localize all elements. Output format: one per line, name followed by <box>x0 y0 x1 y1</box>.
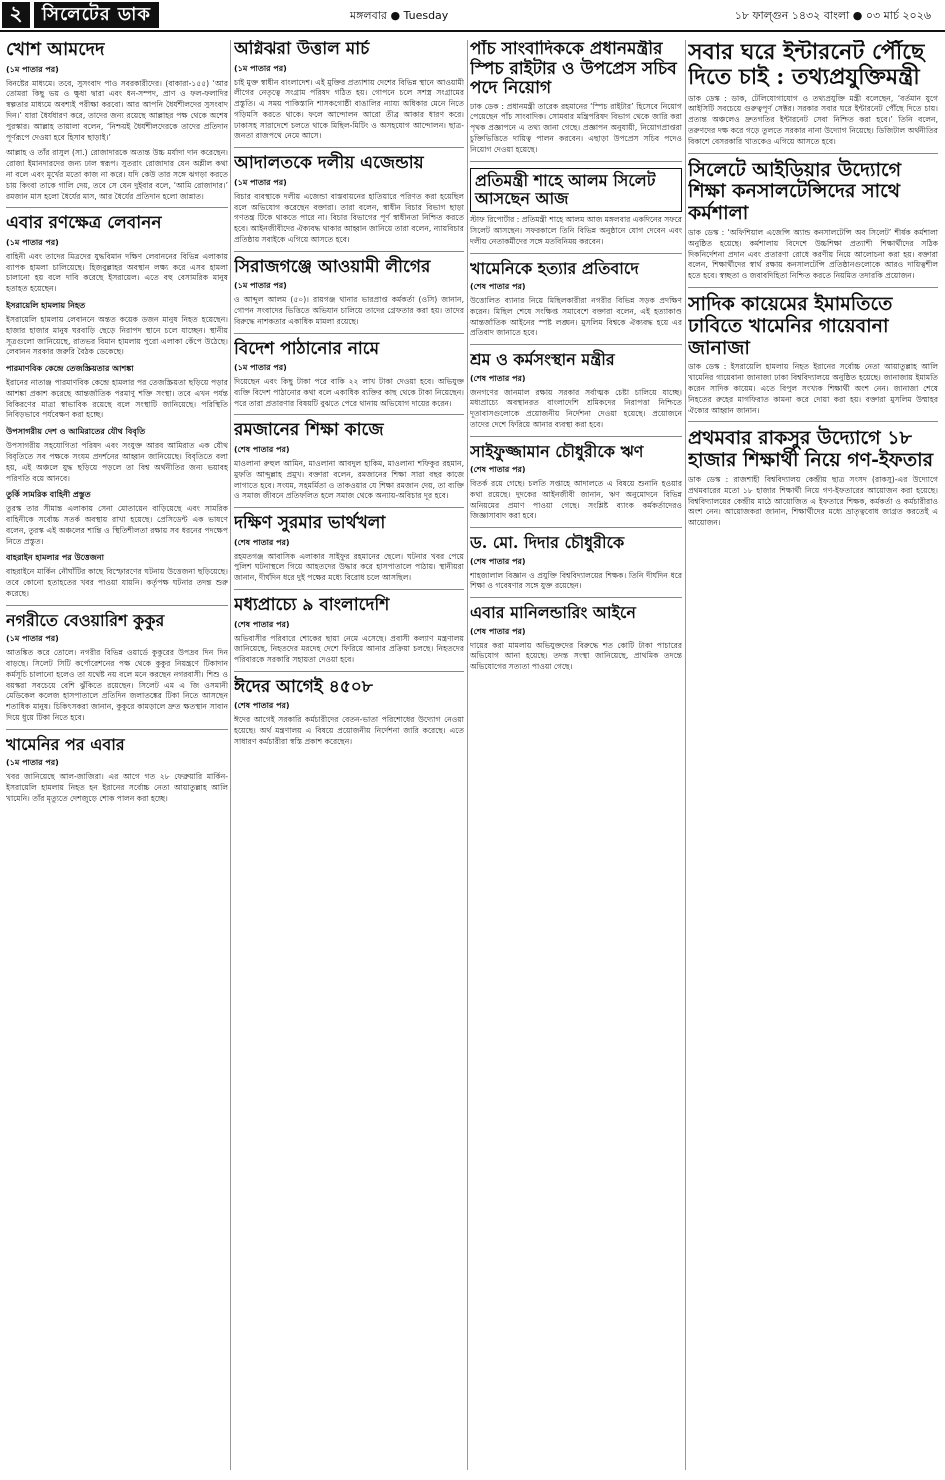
headline: নগরীতে বেওয়ারিশ কুকুর <box>6 610 165 630</box>
headline: এবার মানিলন্ডারিং আইনে <box>470 603 636 623</box>
continuation-note: (শেষ পাতার পর) <box>234 537 290 547</box>
article-body: ঈদের আগেই সরকারি কর্মচারীদের বেতন-ভাতা পরিশোধের উদ্যোগ নেওয়া হয়েছে। অর্থ মন্ত্রণালয় এ বিষয়ে প্রয়োজনীয় নির্দেশনা জারি করেছে। এতে সাধারণ কর্মচারীরা স্বস্তি প্রকাশ করেছেন। <box>234 715 464 747</box>
article-idea-workshop <box>688 160 938 282</box>
divider <box>470 436 682 437</box>
headline: সাদিক কায়েমের ইমামতিতে ঢাবিতে খামেনির গায়েবানা জানাজা <box>688 292 893 359</box>
headline: সবার ঘরে ইন্টারনেট পৌঁছে দিতে চাই : তথ্যপ্রযুক্তিমন্ত্রী <box>688 40 925 91</box>
headline: শ্রম ও কর্মসংস্থান মন্ত্রীর <box>470 350 615 370</box>
continuation-note: (১ম পাতার পর) <box>234 363 287 373</box>
article-before-eid <box>234 678 464 748</box>
column-1 <box>6 40 228 1470</box>
divider <box>470 161 682 162</box>
continuation-note: (১ম পাতার পর) <box>6 64 59 74</box>
continuation-note: (শেষ পাতার পর) <box>470 373 526 383</box>
article-middle-east <box>234 596 464 666</box>
article-body: ও আব্দুল আলম (৫০)। রায়গঞ্জ থানার ভারপ্রাপ্ত কর্মকর্তা (ওসি) জানান, গোপন সংবাদের ভিত্তিতে অভিযান চালিয়ে তাদের গ্রেফতার করা হয়। তাদের বিরুদ্ধে নাশকতার একাধিক মামলা রয়েছে। <box>234 295 464 326</box>
article-body: আল্লাহ ও তাঁর রাসুল (সা.) রোজাদারকে অত্যন্ত উচ্চ মর্যাদা দান করেছেন। রোজা ইমানদারদের জন্য ঢাল স্বরূপ। সুতরাং রোজাদার যেন অশ্লীল কথা না বলে এবং মূর্খের মতো কাজ না করে। যদি কেউ তার সঙ্গে ঝগড়া করতে চায় কিংবা তাকে গালি দেয়, তবে সে যেন দুইবার বলে, ‘আমি রোজাদার।’ রমজান মাস হলো ধৈর্যের মাস, আর ধৈর্যের প্রতিদান হলো জান্নাত। <box>6 148 228 201</box>
article-body: বাহিনী এবং তাদের মিত্রদের যুদ্ধবিমান দক্ষিণ লেবাননের বিভিন্ন এলাকায় ব্যাপক হামলা চালিয়েছে। হিজবুল্লাহর অবস্থান লক্ষ্য করে এসব হামলা চালানো হয় বলে দাবি করেছে ইসরায়েল। এতে বহু বেসামরিক মানুষ হতাহত হয়েছেন। <box>6 251 228 294</box>
article-body: উত্তোলিত ব্যানার নিয়ে মিছিলকারীরা নগরীর বিভিন্ন সড়ক প্রদক্ষিণ করেন। মিছিল শেষে সংক্ষিপ্ত সমাবেশে বক্তারা বলেন, এই হত্যাকাণ্ড আন্তর্জাতিক আইনের স্পষ্ট লঙ্ঘন। মুসলিম বিশ্বকে ঐক্যবদ্ধ হয়ে এর প্রতিবাদ জানাতে হবে। <box>470 296 682 338</box>
article-body: তুরস্ক তার সীমান্ত এলাকায় সেনা মোতায়েন বাড়িয়েছে এবং সামরিক বাহিনীকে সর্বোচ্চ সতর্ক অবস্থায় রাখা হয়েছে। প্রেসিডেন্ট এক ভাষণে বলেন, তুরস্ক এই অঞ্চলের শান্তি ও স্থিতিশীলতা রক্ষায় সব ধরনের পদক্ষেপ নিতে প্রস্তুত। <box>6 504 228 546</box>
headline: এবার রণক্ষেত্র লেবানন <box>6 213 162 234</box>
article-khosh-amded <box>6 40 228 202</box>
headline: ড. মো. দিদার চৌধুরীকে <box>470 533 625 553</box>
divider <box>234 147 464 148</box>
continuation-note: (১ম পাতার পর) <box>234 63 287 73</box>
headline: সিলেটে আইডিয়ার উদ্যোগে শিক্ষা কনসালটেন্সিদের সাথে কর্মশালা <box>688 158 902 225</box>
subheading: উপসাগরীয় দেশ ও আমিরাতের যৌথ বিবৃতি <box>6 427 146 437</box>
column-rule <box>467 40 468 1470</box>
article-money-laundering <box>470 604 682 673</box>
headline: প্রথমবার রাকসুর উদ্যোগে ১৮ হাজার শিক্ষার্থী নিয়ে গণ-ইফতার <box>688 427 934 472</box>
continuation-note: (১ম পাতার পর) <box>234 177 287 187</box>
column-2 <box>234 40 464 1470</box>
divider <box>6 605 228 606</box>
article-body: স্টাফ রিপোর্টার : প্রতিমন্ত্রী শাহে আলম আজ মঙ্গলবার একদিনের সফরে সিলেট আসছেন। সফরকালে তিনি বিভিন্ন অনুষ্ঠানে যোগ দেবেন এবং দলীয় নেতাকর্মীদের সঙ্গে মতবিনিময় করবেন। <box>470 215 682 246</box>
divider <box>688 153 938 154</box>
headline: রমজানের শিক্ষা কাজে <box>234 420 384 441</box>
divider <box>234 251 464 252</box>
divider <box>688 421 938 422</box>
article-iftar <box>688 428 938 529</box>
divider <box>470 344 682 345</box>
article-body: বিচার ব্যবস্থাকে দলীয় এজেন্ডা বাস্তবায়নের হাতিয়ারে পরিণত করা হয়েছিল বলে অভিযোগ করেছেন বক্তারা। তারা বলেন, স্বাধীন বিচার বিভাগ ছাড়া গণতন্ত্র টিকে থাকতে পারে না। বিচার বিভাগের পূর্ণ স্বাধীনতা নিশ্চিত করতে হবে। আইনজীবীদের ঐক্যবদ্ধ থাকার আহ্বান জানিয়ে তারা বলেন, ন্যায়বিচার প্রতিষ্ঠায় সবাইকে এগিয়ে আসতে হবে। <box>234 191 464 244</box>
divider <box>6 207 228 208</box>
article-body: ইসরায়েলি হামলায় লেবাননে অন্তত কয়েক ডজন মানুষ নিহত হয়েছেন। হাজার হাজার মানুষ ঘরবাড়ি ছেড়ে নিরাপদ স্থানে চলে যাচ্ছেন। স্থানীয় সূত্রগুলো জানিয়েছে, রাতভর বিমান হামলায় পুরো এলাকা কেঁপে উঠেছে। লেবানন সরকার জরুরি বৈঠক ডেকেছে। <box>6 314 228 357</box>
headline: খামেনির পর এবার <box>6 734 125 754</box>
headline: পাঁচ সাংবাদিককে প্রধানমন্ত্রীর স্পিচ রাইটার ও উপপ্রেস সচিব পদে নিয়োগ <box>470 40 677 99</box>
article-body: দিয়েছেন এবং কিছু টাকা পরে বাকি ২২ লাখ টাকা দেওয়া হবে। অভিযুক্ত ব্যক্তি বিদেশ পাঠানোর কথা বলে একাধিক ব্যক্তির কাছ থেকে টাকা নিয়েছেন। পরে তারা প্রতারণার বিষয়টি বুঝতে পেরে থানায় অভিযোগ দায়ের করেন। <box>234 377 464 408</box>
continuation-note: (১ম পাতার পর) <box>234 281 287 291</box>
article-lebanon <box>6 214 228 600</box>
divider <box>6 729 228 730</box>
headline: প্রতিমন্ত্রী শাহে আলম সিলেট আসছেন আজ <box>470 168 682 213</box>
article-body: খবর জানিয়েছে আল-জাজিরা। এর আগে গত ২৮ ফেব্রুয়ারি মার্কিন-ইসরায়েলি হামলায় নিহত হন ইরানের সর্বোচ্চ নেতা আয়াতুল্লাহ আলি খামেনি। তাঁর মৃত্যুতে দেশজুড়ে শোক পালন করা হচ্ছে। <box>6 772 228 803</box>
article-body: দায়ের করা মামলায় অভিযুক্তদের বিরুদ্ধে শত কোটি টাকা পাচারের অভিযোগ আনা হয়েছে। তদন্ত সংস্থা জানিয়েছে, প্রাথমিক তদন্তে অভিযোগের সত্যতা পাওয়া গেছে। <box>470 640 682 672</box>
divider <box>470 597 682 598</box>
issue-date: ১৮ ফাল্গুন ১৪৩২ বাংলা ● ০৩ মার্চ ২০২৬ <box>734 9 931 22</box>
headline: অগ্নিঝরা উত্তাল মার্চ <box>234 40 370 59</box>
article-body: বিতর্ক রয়ে গেছে। চলতি সপ্তাহে আদালতে এ বিষয়ে শুনানি হওয়ার কথা রয়েছে। দুদকের আইনজীবী জানান, ঋণ অনুমোদনে বিভিন্ন অনিয়মের প্রমাণ পাওয়া গেছে। সংশ্লিষ্ট ব্যাংক কর্মকর্তাদেরও জিজ্ঞাসাবাদ করা হবে। <box>470 479 682 521</box>
article-body: ডাক ডেস্ক : ইসরায়েলি হামলায় নিহত ইরানের সর্বোচ্চ নেতা আয়াতুল্লাহ আলি খামেনির গায়েবানা জানাজা ঢাকা বিশ্ববিদ্যালয়ে অনুষ্ঠিত হয়েছে। জানাজায় ইমামতি করেন সাদিক কায়েম। এতে বিপুল সংখ্যক শিক্ষার্থী অংশ নেন। জানাজা শেষে নিহতের রুহের মাগফিরাত কামনা করে দোয়া করা হয়। বক্তারা মুসলিম উম্মাহর ঐক্যের আহ্বান জানান। <box>688 362 938 415</box>
article-court <box>234 154 464 245</box>
article-internet <box>688 40 938 148</box>
page-number: ২ <box>2 2 30 28</box>
article-abroad <box>234 340 464 410</box>
article-didar <box>470 534 682 592</box>
column-3 <box>470 40 682 1470</box>
headline: সাইফুজ্জামান চৌধুরীকে ঋণ <box>470 441 644 461</box>
continuation-note: (শেষ পাতার পর) <box>470 282 526 292</box>
article-march <box>234 40 464 142</box>
continuation-note: (শেষ পাতার পর) <box>234 445 290 455</box>
headline: খামেনিকে হত্যার প্রতিবাদে <box>470 258 639 278</box>
article-body: ডাক ডেস্ক : রাজশাহী বিশ্ববিদ্যালয় কেন্দ্রীয় ছাত্র সংসদ (রাকসু)-এর উদ্যোগে প্রথমবারের মতো ১৮ হাজার শিক্ষার্থী নিয়ে গণ-ইফতারের আয়োজন করা হয়েছে। বিশ্ববিদ্যালয়ের কেন্দ্রীয় মাঠে আয়োজিত এ ইফতারে শিক্ষক, কর্মকর্তা ও কর্মচারীরাও অংশ নেন। আয়োজকরা জানান, শিক্ষার্থীদের মধ্যে ভ্রাতৃত্ববোধ জাগ্রত করতেই এ আয়োজন। <box>688 475 938 528</box>
subheading: ইসরায়েলি হামলায় নিহত <box>6 300 86 310</box>
article-body: বিনষ্টের মাধ্যমে। তবে, সুসংবাদ পাও সবরকারীদের। (বাকারা-১৫৫) ‘আর তোমরা কিছু ভয় ও ক্ষুধা দ্বারা এবং ধন-সম্পদ, প্রাণ ও ফল-ফলাদির স্বল্পতার মাধ্যমে অবশ্যই পরীক্ষা করবো। আর আপনি ধৈর্যশীলদের সুসংবাদ দিন।’ যারা ধৈর্যধারণ করে, তাদের জন্য রয়েছে আল্লাহর পক্ষ থেকে অশেষ পুরস্কার। আল্লাহ তায়ালা বলেন, ‘নিশ্চয়ই ধৈর্যশীলদেরকে তাদের প্রতিদান পূর্ণরূপে দেওয়া হবে হিসাব ছাড়াই।’ <box>6 78 228 142</box>
continuation-note: (১ম পাতার পর) <box>6 237 59 247</box>
column-rule <box>685 40 686 1470</box>
headline: আদালতকে দলীয় এজেন্ডায় <box>234 153 424 174</box>
article-body: বাহরাইনে মার্কিন নৌঘাঁটির কাছে বিস্ফোরণের ঘটনায় উত্তেজনা ছড়িয়েছে। তবে কোনো হতাহতের খবর পাওয়া যায়নি। কর্তৃপক্ষ ঘটনার তদন্ত শুরু করেছে। <box>6 567 228 599</box>
continuation-note: (শেষ পাতার পর) <box>470 626 526 636</box>
divider <box>688 287 938 288</box>
continuation-note: (শেষ পাতার পর) <box>470 465 526 475</box>
article-speech-writers <box>470 40 682 156</box>
column-rule <box>230 40 231 1470</box>
masthead <box>0 0 945 32</box>
divider <box>234 589 464 590</box>
headline: দক্ষিণ সুরমার ভার্থখলা <box>234 513 386 534</box>
article-body: ডাক ডেস্ক : ডাক, টেলিযোগাযোগ ও তথ্যপ্রযুক্তি মন্ত্রী বলেছেন, ‘বর্তমান যুগে আইসিটি সবচেয়ে গুরুত্বপূর্ণ সেক্টর। সরকার সবার ঘরে ইন্টারনেট পৌঁছে দিতে চায়। প্রত্যন্ত অঞ্চলেও দ্রুতগতির ইন্টারনেট সেবা নিশ্চিত করা হবে।’ তিনি বলেন, তরুণদের দক্ষ করে গড়ে তুলতে সরকার নানা উদ্যোগ নিয়েছে। ডিজিটাল অর্থনীতির বিকাশে বেসরকারি খাতকেও এগিয়ে আসতে হবে। <box>688 93 938 146</box>
article-south-surma <box>234 514 464 584</box>
article-janaza <box>688 294 938 416</box>
column-4 <box>688 40 938 1470</box>
subheading: তুর্কি সামরিক বাহিনী প্রস্তুত <box>6 490 91 500</box>
divider <box>234 414 464 415</box>
article-body: অভিবাসীর পরিবারে শোকের ছায়া নেমে এসেছে। প্রবাসী কল্যাণ মন্ত্রণালয় জানিয়েছে, নিহতদের মরদেহ দেশে ফিরিয়ে আনার প্রক্রিয়া চলছে। নিহতদের পরিবারকে সরকারি সহায়তা দেওয়া হবে। <box>234 633 464 665</box>
article-body: চাই মুক্ত স্বাধীন বাংলাদেশ। এই মুক্তির প্রত্যাশায় দেশের বিভিন্ন স্থানে আওয়ামী লীগের নেতৃত্বে সংগ্রাম পরিষদ গঠিত হয়। গোপনে চলে সশস্ত্র সংগ্রামের প্রস্তুতি। এ সময় পাকিস্তানি শাসকগোষ্ঠী বাঙালির ন্যায্য অধিকার মেনে নিতে গড়িমসি করতে থাকে। ফলে আন্দোলন আরো তীব্র আকার ধারণ করে। ঢাকাসহ সারাদেশে চলতে থাকে মিছিল-মিটিং ও অসহযোগ আন্দোলন। ছাত্র-জনতা রাজপথে নেমে আসে। <box>234 77 464 141</box>
divider <box>234 671 464 672</box>
divider <box>234 333 464 334</box>
headline: সিরাজগঞ্জে আওয়ামী লীগের <box>234 256 431 277</box>
article-body: আতঙ্কিত করে তোলে। নগরীর বিভিন্ন ওয়ার্ডে কুকুরের উপদ্রব দিন দিন বাড়ছে। সিলেট সিটি কর্পোরেশনের পক্ষ থেকে কুকুর নিয়ন্ত্রণে টিকাদান কর্মসূচি চালানো হলেও তা যথেষ্ট নয় বলে মনে করছেন নগরবাসী। শিশু ও বয়স্করা সবচেয়ে বেশি ঝুঁকিতে রয়েছেন। সিলেট এম এ জি ওসমানী মেডিকেল কলেজ হাসপাতালে প্রতিদিন জলাতঙ্কের টিকা নিতে আসছেন শতাধিক মানুষ। চিকিৎসকরা জানান, কুকুরে কামড়ালে দ্রুত ক্ষতস্থান সাবান দিয়ে ধুয়ে টিকা নিতে হবে। <box>6 648 228 722</box>
article-body: উপসাগরীয় সহযোগিতা পরিষদ এবং সংযুক্ত আরব আমিরাত এক যৌথ বিবৃতিতে সব পক্ষকে সংযম প্রদর্শনের আহ্বান জানিয়েছে। বিবৃতিতে বলা হয়, এই অঞ্চলে যুদ্ধ ছড়িয়ে পড়লে তা বিশ্ব অর্থনীতির জন্য ভয়াবহ পরিণতি বয়ে আনবে। <box>6 441 228 483</box>
continuation-note: (১ম পাতার পর) <box>6 758 59 768</box>
headline: ঈদের আগেই ৪৫০৮ <box>234 676 373 697</box>
divider <box>234 507 464 508</box>
article-body: ইরানের নাতাঞ্জ পারমাণবিক কেন্দ্রে হামলার পর তেজস্ক্রিয়তা ছড়িয়ে পড়ার আশঙ্কা প্রকাশ করেছে আন্তর্জাতিক পরমাণু শক্তি সংস্থা। তবে এখন পর্যন্ত বিকিরণের মাত্রা স্বাভাবিক রয়েছে বলে সংস্থাটি জানিয়েছে। পরিস্থিতি নিবিড়ভাবে পর্যবেক্ষণ করা হচ্ছে। <box>6 378 228 420</box>
article-labour-minister <box>470 351 682 431</box>
article-body: ঢাক ডেক : প্রধানমন্ত্রী তারেক রহমানের ‘স্পিচ রাইটার’ হিসেবে নিয়োগ পেয়েছেন পাঁচ সাংবাদিক। সোমবার মন্ত্রিপরিষদ বিভাগ থেকে জারি করা পৃথক প্রজ্ঞাপনে এ তথ্য জানা গেছে। প্রজ্ঞাপন অনুযায়ী, নিয়োগপ্রাপ্তরা চুক্তিভিত্তিতে দায়িত্ব পালন করবেন। এছাড়া উপপ্রেস সচিব পদেও নিয়োগ দেওয়া হয়েছে। <box>470 101 682 154</box>
article-sirajganj <box>234 258 464 328</box>
article-ramadan <box>234 421 464 502</box>
article-body: রহমতগঞ্জ আবাসিক এলাকার সাইফুর রহমানের ছেলে। ঘটনার খবর পেয়ে পুলিশ ঘটনাস্থলে গিয়ে আহতদের উদ্ধার করে হাসপাতালে পাঠায়। স্থানীয়রা জানান, দীর্ঘদিন ধরে দুই পক্ষের মধ্যে বিরোধ চলে আসছিল। <box>234 551 464 583</box>
continuation-note: (শেষ পাতার পর) <box>234 619 290 629</box>
article-body: শাহজালাল বিজ্ঞান ও প্রযুক্তি বিশ্ববিদ্যালয়ের শিক্ষক। তিনি দীর্ঘদিন ধরে শিক্ষা ও গবেষণার সঙ্গে যুক্ত রয়েছেন। <box>470 570 682 591</box>
article-body: মাওলানা রুহুল আমিন, মাওলানা আবদুল হাকিম, মাওলানা শফিকুর রহমান, মুফতি আব্দুল্লাহ প্রমুখ। বক্তারা বলেন, রমজানের শিক্ষা সারা বছর কাজে লাগাতে হবে। সংযম, সহমর্মিতা ও তাকওয়ার যে শিক্ষা রমজান দেয়, তা ব্যক্তি ও সমাজ জীবনে প্রতিফলিত হলে সমাজ থেকে অন্যায়-অবিচার দূর হবে। <box>234 459 464 501</box>
continuation-note: (শেষ পাতার পর) <box>234 701 290 711</box>
article-stray-dogs <box>6 612 228 724</box>
subheading: বাহরাইন হামলার পর উত্তেজনা <box>6 553 104 563</box>
subheading: পারমাণবিক কেন্দ্রে তেজস্ক্রিয়তার আশঙ্কা <box>6 364 134 374</box>
issue-day: মঙ্গলবার ● Tuesday <box>350 9 449 22</box>
newspaper-logo: সিলেটের ডাক <box>34 2 159 28</box>
article-body: জনগণের জানমাল রক্ষায় সরকার সর্বাত্মক চেষ্টা চালিয়ে যাচ্ছে। মধ্যপ্রাচ্যে অবস্থানরত বাংলাদেশি শ্রমিকদের নিরাপত্তা নিশ্চিতে দূতাবাসগুলোকে প্রয়োজনীয় নির্দেশনা দেওয়া হয়েছে। প্রয়োজনে তাদের দেশে ফিরিয়ে আনার ব্যবস্থা করা হবে। <box>470 387 682 429</box>
article-after-khamenei <box>6 736 228 805</box>
continuation-note: (শেষ পাতার পর) <box>470 556 526 566</box>
headline: খোশ আমদেদ <box>6 40 105 60</box>
article-saifuzzaman <box>470 443 682 523</box>
article-body: ডাক ডেস্ক : ‘অফিশিয়াল এজেন্সি অ্যান্ড কনসালটেন্সি অব সিলেট’ শীর্ষক কর্মশালা অনুষ্ঠিত হয়েছে। কর্মশালায় বিদেশে উচ্চশিক্ষা প্রত্যাশী শিক্ষার্থীদের সঠিক দিকনির্দেশনা প্রদান এবং প্রতারণা রোধে করণীয় নিয়ে আলোচনা করা হয়। বক্তারা বলেন, শিক্ষার্থীদের স্বার্থ রক্ষায় কনসালটেন্সি প্রতিষ্ঠানগুলোকে আরও দায়িত্বশীল হতে হবে। স্বচ্ছতা ও জবাবদিহিতা নিশ্চিত করতে নিয়মিত তদারকি প্রয়োজন। <box>688 228 938 281</box>
divider <box>470 253 682 254</box>
headline: বিদেশ পাঠানোর নামে <box>234 338 380 359</box>
headline: মধ্যপ্রাচ্যে ৯ বাংলাদেশি <box>234 595 390 616</box>
continuation-note: (১ম পাতার পর) <box>6 634 59 644</box>
article-khamenei-protest <box>470 260 682 340</box>
divider <box>470 527 682 528</box>
article-state-minister <box>470 168 682 248</box>
